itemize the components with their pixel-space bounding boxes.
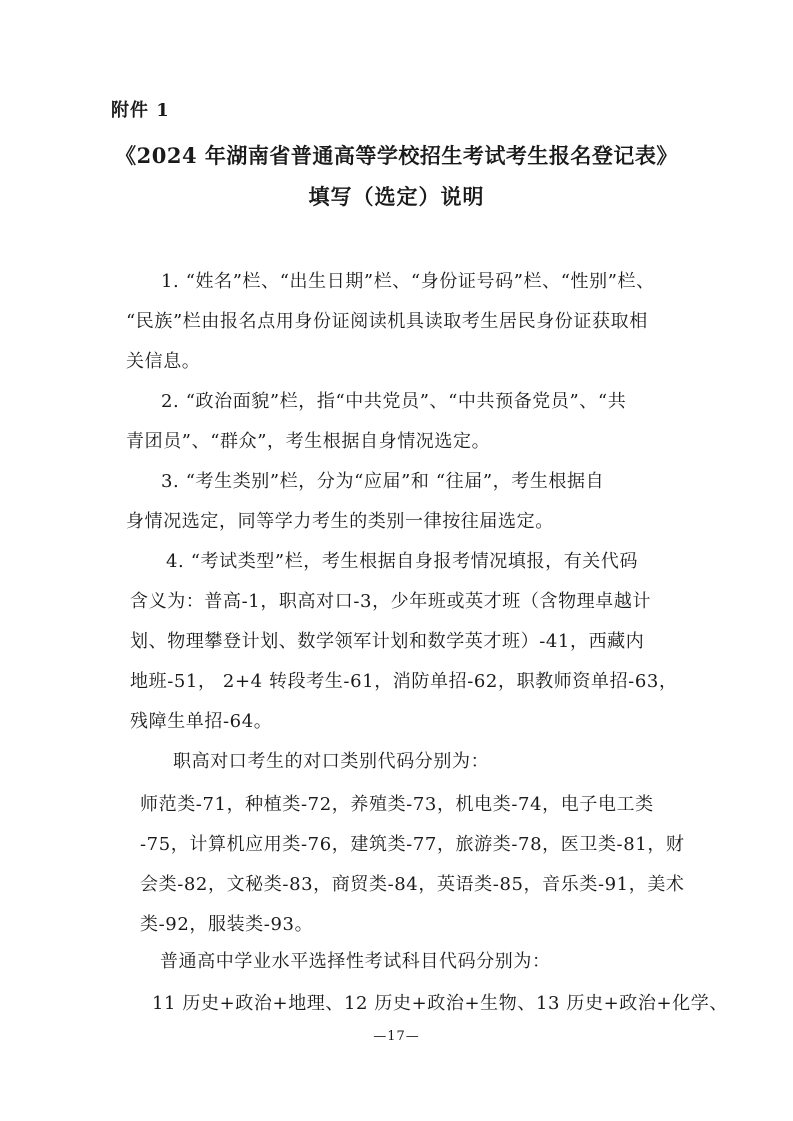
document-title-line-1: 《2024 年湖南省普通高等学校招生考试考生报名登记表》 (115, 143, 678, 168)
body-line: 职高对口考生的对口类别代码分别为： (173, 751, 490, 772)
page-number: —17— (373, 1029, 420, 1044)
body-line: 类-92，服装类-93。 (140, 914, 314, 935)
body-line: 4. “考试类型”栏，考生根据自身报考情况填报，有关代码 (166, 551, 639, 572)
body-line: 3. “考生类别”栏，分为“应届”和 “往届”，考生根据自 (161, 471, 605, 492)
body-line: 会类-82，文秘类-83，商贸类-84，英语类-85，音乐类-91，美术 (140, 874, 685, 895)
body-line: 11 历史+政治+地理、12 历史+政治+生物、13 历史+政治+化学、 (152, 993, 728, 1014)
body-line: 关信息。 (126, 351, 201, 372)
body-line: 青团员”、“群众”，考生根据自身情况选定。 (126, 431, 491, 452)
body-line: 残障生单招-64。 (130, 711, 273, 732)
body-line: 含义为：普高-1，职高对口-3，少年班或英才班（含物理卓越计 (130, 591, 652, 612)
body-line: 普通高中学业水平选择性考试科目代码分别为： (160, 951, 551, 972)
body-line: 2. “政治面貌”栏，指“中共党员”、“中共预备党员”、“共 (161, 391, 627, 412)
body-line: 划、物理攀登计划、数学领军计划和数学英才班）-41，西藏内 (130, 631, 645, 652)
document-title-line-2: 填写（选定）说明 (308, 184, 485, 209)
body-line: “民族”栏由报名点用身份证阅读机具读取考生居民身份证获取相 (126, 311, 648, 332)
body-line: 1. “姓名”栏、“出生日期”栏、“身份证号码”栏、“性别”栏、 (161, 271, 655, 292)
body-line: 地班-51， 2+4 转段考生-61，消防单招-62，职教师资单招-63， (130, 671, 678, 692)
body-line: 身情况选定，同等学力考生的类别一律按往届选定。 (126, 511, 554, 532)
attachment-label: 附件 1 (111, 100, 170, 121)
body-line: 师范类-71，种植类-72，养殖类-73，机电类-74，电子电工类 (140, 794, 654, 815)
body-line: -75，计算机应用类-76，建筑类-77，旅游类-78，医卫类-81，财 (140, 834, 685, 855)
